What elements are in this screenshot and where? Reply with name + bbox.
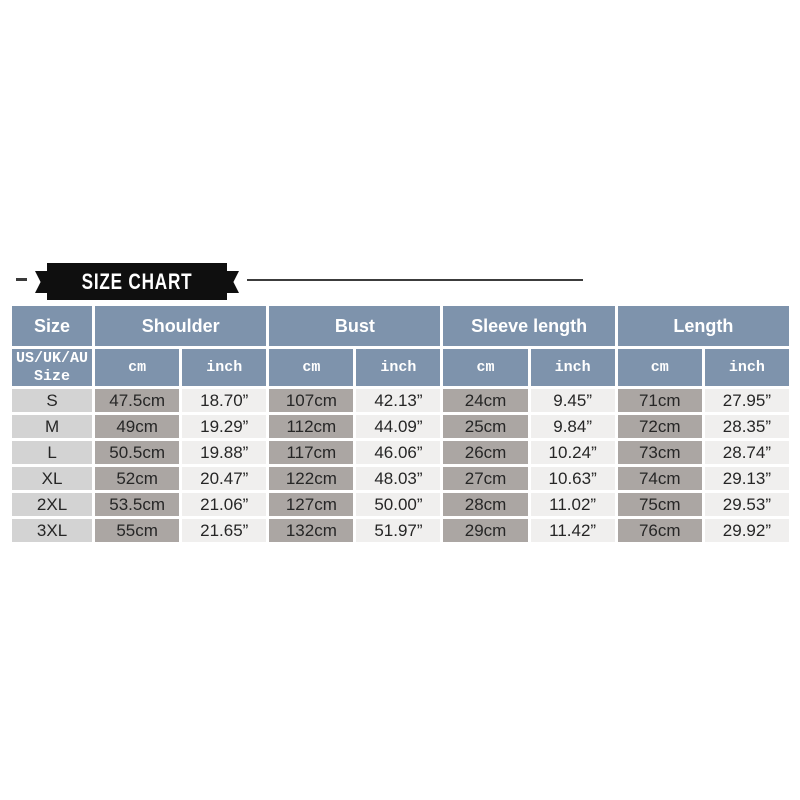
bust-cm-value: 122cm — [269, 467, 353, 490]
ribbon-right-fold-icon — [225, 271, 239, 293]
sleeve-inch-value: 10.24” — [531, 441, 615, 464]
bust-inch-value: 46.06” — [356, 441, 440, 464]
length-cm-value: 71cm — [618, 389, 702, 412]
unit-header-length-inch: inch — [705, 349, 789, 386]
sleeve-cm-value: 24cm — [443, 389, 527, 412]
bust-inch-value: 51.97” — [356, 519, 440, 542]
unit-header-shoulder-inch: inch — [182, 349, 266, 386]
sleeve-inch-value: 11.02” — [531, 493, 615, 516]
size-label: 2XL — [12, 493, 92, 516]
bust-inch-value: 44.09” — [356, 415, 440, 438]
shoulder-cm-value: 55cm — [95, 519, 179, 542]
bust-inch-value: 48.03” — [356, 467, 440, 490]
banner-title: SIZE CHART — [81, 268, 193, 294]
length-inch-value: 27.95” — [705, 389, 789, 412]
length-cm-value: 74cm — [618, 467, 702, 490]
bust-cm-value: 112cm — [269, 415, 353, 438]
column-header-bust: Bust — [269, 306, 440, 346]
sleeve-cm-value: 27cm — [443, 467, 527, 490]
table-row-m — [12, 415, 789, 438]
bust-cm-value: 107cm — [269, 389, 353, 412]
unit-header-bust-cm: cm — [269, 349, 353, 386]
unit-header-length-cm: cm — [618, 349, 702, 386]
sleeve-cm-value: 25cm — [443, 415, 527, 438]
sleeve-cm-value: 26cm — [443, 441, 527, 464]
bust-cm-value: 132cm — [269, 519, 353, 542]
length-cm-value: 76cm — [618, 519, 702, 542]
length-cm-value: 72cm — [618, 415, 702, 438]
shoulder-inch-value: 20.47” — [182, 467, 266, 490]
table-row-xl — [12, 467, 789, 490]
unit-header-row — [12, 349, 789, 386]
table-row-3xl — [12, 519, 789, 542]
bust-cm-value: 127cm — [269, 493, 353, 516]
column-header-length: Length — [618, 306, 789, 346]
left-divider-dash — [16, 278, 27, 281]
shoulder-inch-value: 21.06” — [182, 493, 266, 516]
size-label: 3XL — [12, 519, 92, 542]
size-table — [9, 303, 792, 545]
unit-header-shoulder-cm: cm — [95, 349, 179, 386]
unit-header-sleeve-cm: cm — [443, 349, 527, 386]
shoulder-inch-value: 19.29” — [182, 415, 266, 438]
bust-cm-value: 117cm — [269, 441, 353, 464]
length-inch-value: 29.53” — [705, 493, 789, 516]
size-chart-banner — [47, 263, 227, 300]
length-inch-value: 28.74” — [705, 441, 789, 464]
length-inch-value: 28.35” — [705, 415, 789, 438]
shoulder-inch-value: 21.65” — [182, 519, 266, 542]
shoulder-cm-value: 50.5cm — [95, 441, 179, 464]
size-label: XL — [12, 467, 92, 490]
group-header-row — [12, 306, 789, 346]
column-header-sleeve-length: Sleeve length — [443, 306, 614, 346]
length-cm-value: 75cm — [618, 493, 702, 516]
column-header-shoulder: Shoulder — [95, 306, 266, 346]
shoulder-cm-value: 52cm — [95, 467, 179, 490]
shoulder-inch-value: 18.70” — [182, 389, 266, 412]
sleeve-inch-value: 10.63” — [531, 467, 615, 490]
sleeve-inch-value: 9.84” — [531, 415, 615, 438]
sleeve-inch-value: 9.45” — [531, 389, 615, 412]
table-row-l — [12, 441, 789, 464]
size-standard-line2: Size — [34, 367, 71, 385]
shoulder-inch-value: 19.88” — [182, 441, 266, 464]
unit-header-sleeve-inch: inch — [531, 349, 615, 386]
size-standard-line1: US/UK/AU — [16, 350, 89, 368]
sleeve-cm-value: 29cm — [443, 519, 527, 542]
size-label: M — [12, 415, 92, 438]
shoulder-cm-value: 53.5cm — [95, 493, 179, 516]
shoulder-cm-value: 49cm — [95, 415, 179, 438]
table-row-s — [12, 389, 789, 412]
bust-inch-value: 42.13” — [356, 389, 440, 412]
size-label: L — [12, 441, 92, 464]
bust-inch-value: 50.00” — [356, 493, 440, 516]
length-inch-value: 29.13” — [705, 467, 789, 490]
table-row-2xl — [12, 493, 789, 516]
column-header-size: Size — [12, 306, 92, 346]
size-label: S — [12, 389, 92, 412]
length-cm-value: 73cm — [618, 441, 702, 464]
unit-header-bust-inch: inch — [356, 349, 440, 386]
divider-line — [247, 279, 583, 281]
unit-header-us-uk-au-size — [12, 349, 92, 386]
length-inch-value: 29.92” — [705, 519, 789, 542]
sleeve-cm-value: 28cm — [443, 493, 527, 516]
sleeve-inch-value: 11.42” — [531, 519, 615, 542]
shoulder-cm-value: 47.5cm — [95, 389, 179, 412]
